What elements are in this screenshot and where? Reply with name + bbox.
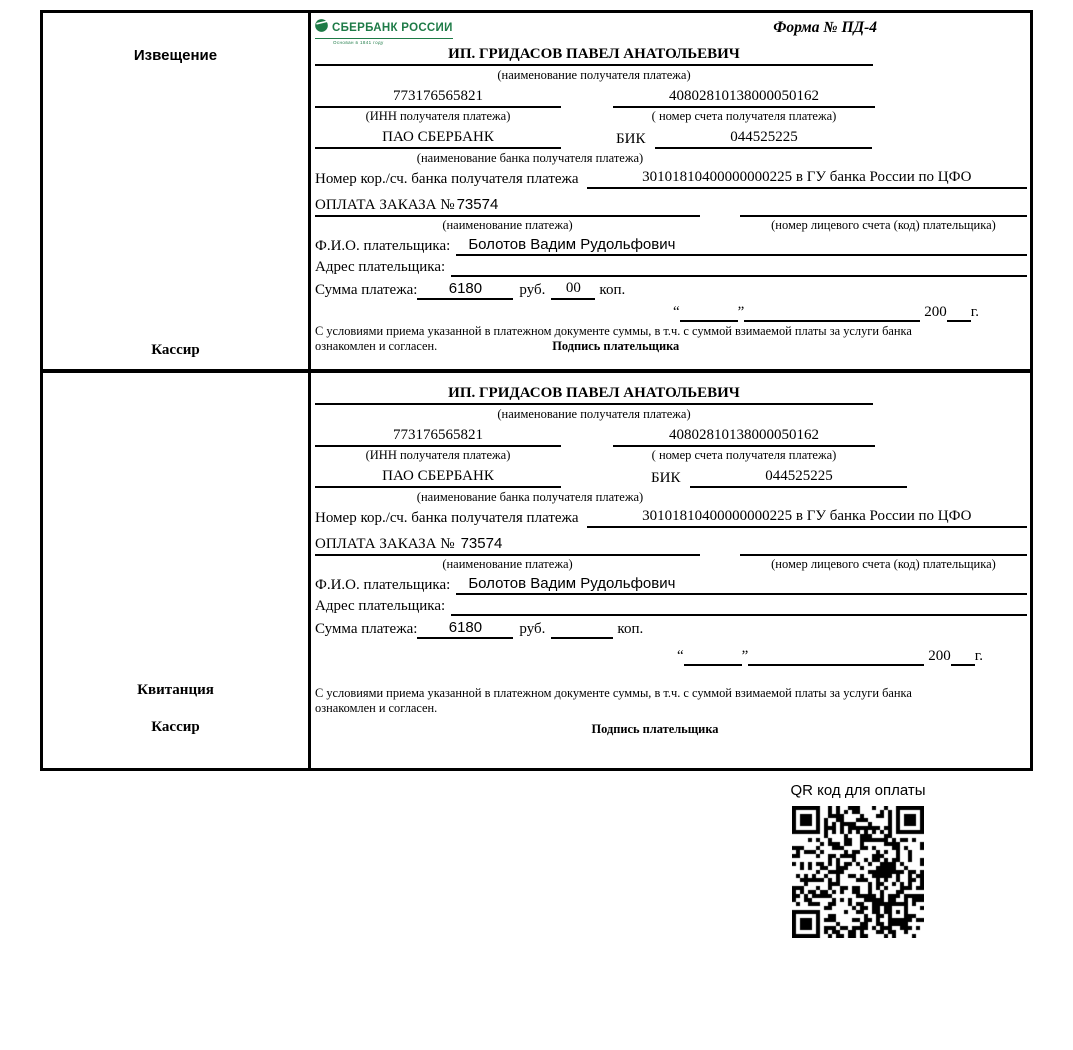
- bank-name-value: ПАО СБЕРБАНК: [315, 128, 561, 149]
- corr-account-label: Номер кор./сч. банка получателя платежа: [315, 510, 579, 526]
- payment-name-field: [315, 195, 700, 217]
- order-number-value: 73574: [456, 196, 499, 213]
- side-label-kvitanciya: Квитанция: [137, 682, 214, 698]
- payer-fio-label: Ф.И.О. плательщика:: [315, 577, 451, 593]
- date-year-field: [947, 303, 971, 322]
- payer-fio-value: Болотов Вадим Рудольфович: [456, 574, 1027, 595]
- recipient-title: ИП. ГРИДАСОВ ПАВЕЛ АНАТОЛЬЕВИЧ: [315, 385, 873, 405]
- agreement-text: [315, 324, 1027, 354]
- year-prefix: 200: [924, 304, 947, 320]
- account-value: 40802810138000050162: [613, 87, 875, 108]
- quote-open: “: [672, 304, 680, 320]
- payment-name-caption: (наименование платежа): [442, 557, 573, 571]
- personal-account-field: [740, 537, 1027, 556]
- bank-caption: (наименование банка получателя платежа): [416, 151, 644, 165]
- amount-label: Сумма платежа:: [315, 282, 418, 298]
- payer-address-label: Адрес плательщика:: [315, 259, 446, 275]
- date-year-field: [951, 647, 975, 666]
- sberbank-logo: [315, 19, 453, 45]
- personal-account-caption: (номер лицевого счета (код) плательщика): [771, 557, 996, 571]
- bik-value: 044525225: [690, 467, 907, 488]
- inn-caption: (ИНН получателя платежа): [365, 109, 511, 123]
- pd4-form: [40, 10, 1033, 771]
- inn-value: 773176565821: [315, 426, 561, 447]
- date-day-field: [684, 647, 742, 666]
- agreement-line1: С условиями приема указанной в платежном документе суммы, в т.ч. с суммой взимаемой платы за услуги банка: [315, 324, 912, 338]
- order-number-value: 73574: [460, 535, 503, 552]
- sberbank-logo-text: СБЕРБАНК РОССИИ: [332, 22, 453, 34]
- date-day-field: [680, 303, 738, 322]
- side-label-kassir: Кассир: [151, 342, 200, 358]
- date-month-field: [748, 647, 924, 666]
- payment-name-value: ОПЛАТА ЗАКАЗА №: [315, 536, 455, 552]
- account-caption: ( номер счета получателя платежа): [651, 448, 837, 462]
- section2-main: [311, 373, 1030, 768]
- agreement-line2: ознакомлен и согласен.: [315, 701, 438, 715]
- payer-address-field: [451, 258, 1027, 277]
- qr-code: [792, 806, 924, 938]
- year-prefix: 200: [928, 648, 951, 664]
- year-suffix: г.: [974, 648, 983, 664]
- qr-label: QR код для оплаты: [790, 782, 926, 799]
- payer-address-label: Адрес плательщика:: [315, 598, 446, 614]
- payer-address-field: [451, 597, 1027, 616]
- payment-name-caption: (наименование платежа): [442, 218, 573, 232]
- amount-rub-value: 6180: [417, 279, 513, 300]
- section1-header: [315, 13, 1027, 46]
- bik-label: БИК: [616, 131, 646, 147]
- section2-side-column: [43, 373, 311, 768]
- section1-main: [311, 13, 1030, 369]
- agreement-line2: ознакомлен и согласен.: [315, 339, 438, 353]
- signature-label: Подпись плательщика: [552, 339, 680, 353]
- kop-label: коп.: [599, 282, 626, 298]
- bik-value: 044525225: [655, 128, 872, 149]
- rub-label: руб.: [519, 621, 546, 637]
- bank-name-value: ПАО СБЕРБАНК: [315, 467, 561, 488]
- section-kvitanciya: [43, 373, 1030, 768]
- bank-caption: (наименование банка получателя платежа): [416, 490, 644, 504]
- year-suffix: г.: [970, 304, 979, 320]
- quote-close: ”: [741, 648, 749, 664]
- inn-value: 773176565821: [315, 87, 561, 108]
- payer-fio-label: Ф.И.О. плательщика:: [315, 238, 451, 254]
- quote-open: “: [676, 648, 684, 664]
- recipient-caption: (наименование получателя платежа): [497, 407, 691, 421]
- payment-name-field: [315, 534, 700, 556]
- side-label-izveshchenie: Извещение: [133, 47, 218, 64]
- signature-label: Подпись плательщика: [591, 722, 719, 736]
- bik-label: БИК: [651, 470, 681, 486]
- account-value: 40802810138000050162: [613, 426, 875, 447]
- inn-caption: (ИНН получателя платежа): [365, 448, 511, 462]
- rub-label: руб.: [519, 282, 546, 298]
- sberbank-logo-tagline: Основан в 1841 году: [333, 40, 384, 45]
- personal-account-caption: (номер лицевого счета (код) плательщика): [771, 218, 996, 232]
- account-caption: ( номер счета получателя платежа): [651, 109, 837, 123]
- agreement-text: [315, 686, 1027, 716]
- amount-kop-value: 00: [551, 279, 595, 300]
- corr-account-label: Номер кор./сч. банка получателя платежа: [315, 171, 579, 187]
- recipient-title: ИП. ГРИДАСОВ ПАВЕЛ АНАТОЛЬЕВИЧ: [315, 46, 873, 66]
- amount-label: Сумма платежа:: [315, 621, 418, 637]
- sberbank-emblem-icon: [315, 19, 328, 37]
- corr-account-value: 30101810400000000225 в ГУ банка России по ЦФО: [587, 507, 1027, 528]
- qr-block: [790, 782, 926, 938]
- payer-fio-value: Болотов Вадим Рудольфович: [456, 235, 1027, 256]
- quote-close: ”: [737, 304, 745, 320]
- side-label-kassir: Кассир: [151, 719, 200, 735]
- section-izveshchenie: [43, 13, 1030, 369]
- kop-label: коп.: [617, 621, 644, 637]
- amount-kop-field: [551, 620, 613, 639]
- form-number-label: Форма № ПД-4: [773, 19, 877, 36]
- corr-account-value: 30101810400000000225 в ГУ банка России по ЦФО: [587, 168, 1027, 189]
- recipient-caption: (наименование получателя платежа): [497, 68, 691, 82]
- date-month-field: [744, 303, 920, 322]
- personal-account-field: [740, 198, 1027, 217]
- payment-name-value: ОПЛАТА ЗАКАЗА №: [315, 197, 455, 213]
- agreement-line1: С условиями приема указанной в платежном документе суммы, в т.ч. с суммой взимаемой платы за услуги банка: [315, 686, 912, 700]
- section1-side-column: [43, 13, 311, 369]
- amount-rub-value: 6180: [417, 618, 513, 639]
